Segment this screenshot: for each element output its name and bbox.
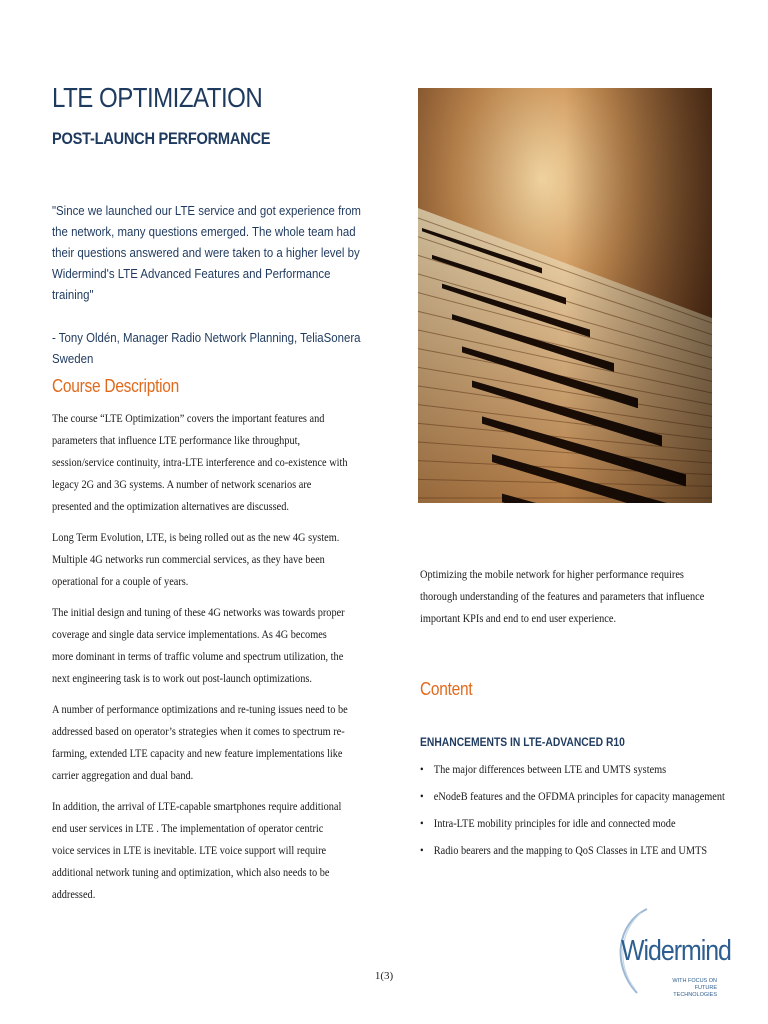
course-paragraph: The course “LTE Optimization” covers the important features and parameters that influence LTE performance like throughput, session/service continuity, intra-LTE interference and co-existence with legacy 2G and 3G systems. A number of network scenarios are presented and the optimization alternatives are discussed. xyxy=(52,411,348,513)
course-paragraph: Long Term Evolution, LTE, is being rolled out as the new 4G system. Multiple 4G networks run commercial services, as they have been operational for a couple of years. xyxy=(52,530,340,588)
course-paragraph: In addition, the arrival of LTE-capable smartphones require additional end user services in LTE . The implementation of operator centric voice services in LTE is inevitable. LTE voice support will require additional network tuning and optimization, which also needs to be addressed. xyxy=(52,799,342,901)
logo-tagline xyxy=(657,978,717,999)
page-title: LTE OPTIMIZATION xyxy=(52,82,263,113)
right-column-intro xyxy=(420,563,718,629)
logo-tagline-line1: WITH FOCUS ON FUTURE xyxy=(672,978,717,991)
page-number: 1(3) xyxy=(374,970,394,982)
widermind-logo xyxy=(607,905,731,998)
course-paragraph: The initial design and tuning of these 4G networks was towards proper coverage and single data service implementations. As 4G becomes more dominant in terms of traffic volume and spectrum utilization, the next engineering task is to work out post-launch optimizations. xyxy=(52,605,345,685)
page-subtitle: POST-LAUNCH PERFORMANCE xyxy=(52,129,271,148)
logo-tagline-line2: TECHNOLOGIES xyxy=(673,992,717,998)
quote-author: - Tony Oldén, Manager Radio Network Planning, TeliaSonera Sweden xyxy=(52,330,361,366)
intro-paragraph: Optimizing the mobile network for higher performance requires thorough understanding of the features and parameters that influence important KPIs and end to end user experience. xyxy=(420,567,705,625)
course-description-heading: Course Description xyxy=(52,376,179,396)
piano-keys-photo xyxy=(418,88,712,503)
course-paragraph: A number of performance optimizations and re-tuning issues need to be addressed based on operator’s strategies when it comes to spectrum re-farming, extended LTE capacity and new feature implementations like carrier aggregation and dual band. xyxy=(52,702,348,782)
logo-wordmark: Widermind xyxy=(621,935,731,967)
list-item: • Intra-LTE mobility principles for idle and connected mode xyxy=(420,811,730,838)
course-description-body xyxy=(52,407,348,914)
quote-text: "Since we launched our LTE service and got experience from the network, many questions emerged. The whole team had their questions answered and were taken to a higher level by Widermind's LTE Advanced Features and Performance training" xyxy=(52,203,361,302)
list-item: • Radio bearers and the mapping to QoS Classes in LTE and UMTS xyxy=(420,838,730,865)
testimonial-quote xyxy=(52,200,370,369)
content-subheading: ENHANCEMENTS IN LTE-ADVANCED R10 xyxy=(420,735,625,749)
content-heading: Content xyxy=(420,679,473,699)
list-item: • The major differences between LTE and UMTS systems xyxy=(420,757,730,784)
list-item: • eNodeB features and the OFDMA principles for capacity management xyxy=(420,784,730,811)
content-bullet-list xyxy=(420,757,730,865)
